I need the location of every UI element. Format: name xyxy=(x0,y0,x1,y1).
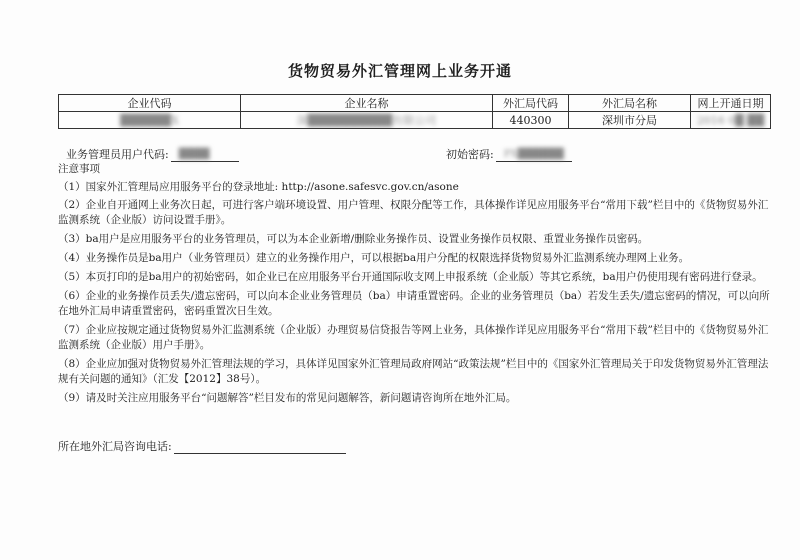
redacted-enterprise-name: 深██████████有限公司 xyxy=(296,114,437,127)
initial-password-row xyxy=(446,146,572,162)
note-item: （7）企业应按规定通过货物贸易外汇监测系统（企业版）办理贸易信贷报告等网上业务，具体操作详见应用服务平台“常用下载”栏目中的《货物贸易外汇监测系统（企业版）用户手册》。 xyxy=(58,324,769,351)
initial-password-field xyxy=(496,149,572,162)
table-header-cell: 企业代码 xyxy=(59,95,241,112)
page-title: 货物贸易外汇管理网上业务开通 xyxy=(287,62,512,80)
table-header-cell: 外汇局代码 xyxy=(493,95,569,112)
admin-code-row xyxy=(66,146,239,162)
table-cell-open-date xyxy=(691,112,771,129)
admin-code-label: 业务管理员用户代码: xyxy=(66,148,169,161)
business-info-table xyxy=(58,94,771,129)
notes-section xyxy=(58,162,770,406)
table-cell-enterprise-name xyxy=(241,112,493,129)
table-cell-bureau-name: 深圳市分局 xyxy=(569,112,691,129)
note-item: （1）国家外汇管理局应用服务平台的登录地址: http://asone.safesvc.gov.cn/asone xyxy=(58,181,459,193)
consult-phone-field xyxy=(174,441,346,454)
note-item: （9）请及时关注应用服务平台“问题解答”栏目发布的常见问题解答，新问题请咨询所在地外汇局。 xyxy=(58,392,517,404)
note-item: （8）企业应加强对货物贸易外汇管理法规的学习，具体详见国家外汇管理局政府网站“政策法规”栏目中的《国家外汇管理局关于印发货物贸易外汇管理法规有关问题的通知》（汇发【2012】38号）。 xyxy=(58,358,769,385)
table-header-cell: 企业名称 xyxy=(241,95,493,112)
note-item: （4）业务操作员是ba用户（业务管理员）建立的业务操作用户，可以根据ba用户分配的权限选择货物贸易外汇监测系统办理网上业务。 xyxy=(58,252,690,264)
notes-heading: 注意事项 xyxy=(58,163,100,175)
note-item: （3）ba用户是应用服务平台的业务管理员，可以为本企业新增/删除业务操作员、设置业务操作员权限、重置业务操作员密码。 xyxy=(58,233,649,245)
initial-password-label: 初始密码: xyxy=(446,148,494,161)
note-item: （6）企业的业务操作员丢失/遗忘密码，可以向本企业业务管理员（ba）申请重置密码。企业的业务管理员（ba）若发生丢失/遗忘密码的情况，可以向所在地外汇局申请重置密码，密码重置次日生效。 xyxy=(58,290,770,317)
redacted-open-date: 2016 0█ ██ xyxy=(696,113,765,127)
table-cell-bureau-code: 440300 xyxy=(493,112,569,129)
note-item: （5）本页打印的是ba用户的初始密码，如企业已在应用服务平台开通国际收支网上申报系统（企业版）等其它系统，ba用户仍使用现有密码进行登录。 xyxy=(58,271,763,283)
table-row xyxy=(59,112,771,129)
table-header-cell: 外汇局名称 xyxy=(569,95,691,112)
note-item: （2）企业自开通网上业务次日起，可进行客户端环境设置、用户管理、权限分配等工作，具体操作详见应用服务平台“常用下载”栏目中的《货物贸易外汇监测系统（企业版）访问设置手册》。 xyxy=(58,199,769,226)
redacted-enterprise-code: ██████X xyxy=(120,113,179,127)
table-header-cell: 网上开通日期 xyxy=(691,95,771,112)
table-cell-enterprise-code xyxy=(59,112,241,129)
redacted-admin-code: ████ xyxy=(178,149,210,160)
consult-phone-row xyxy=(58,438,346,454)
table-header-row xyxy=(59,95,771,112)
consult-phone-label: 所在地外汇局咨询电话: xyxy=(58,440,172,453)
redacted-initial-password: PX██████ xyxy=(503,149,564,160)
admin-code-field xyxy=(171,149,239,162)
